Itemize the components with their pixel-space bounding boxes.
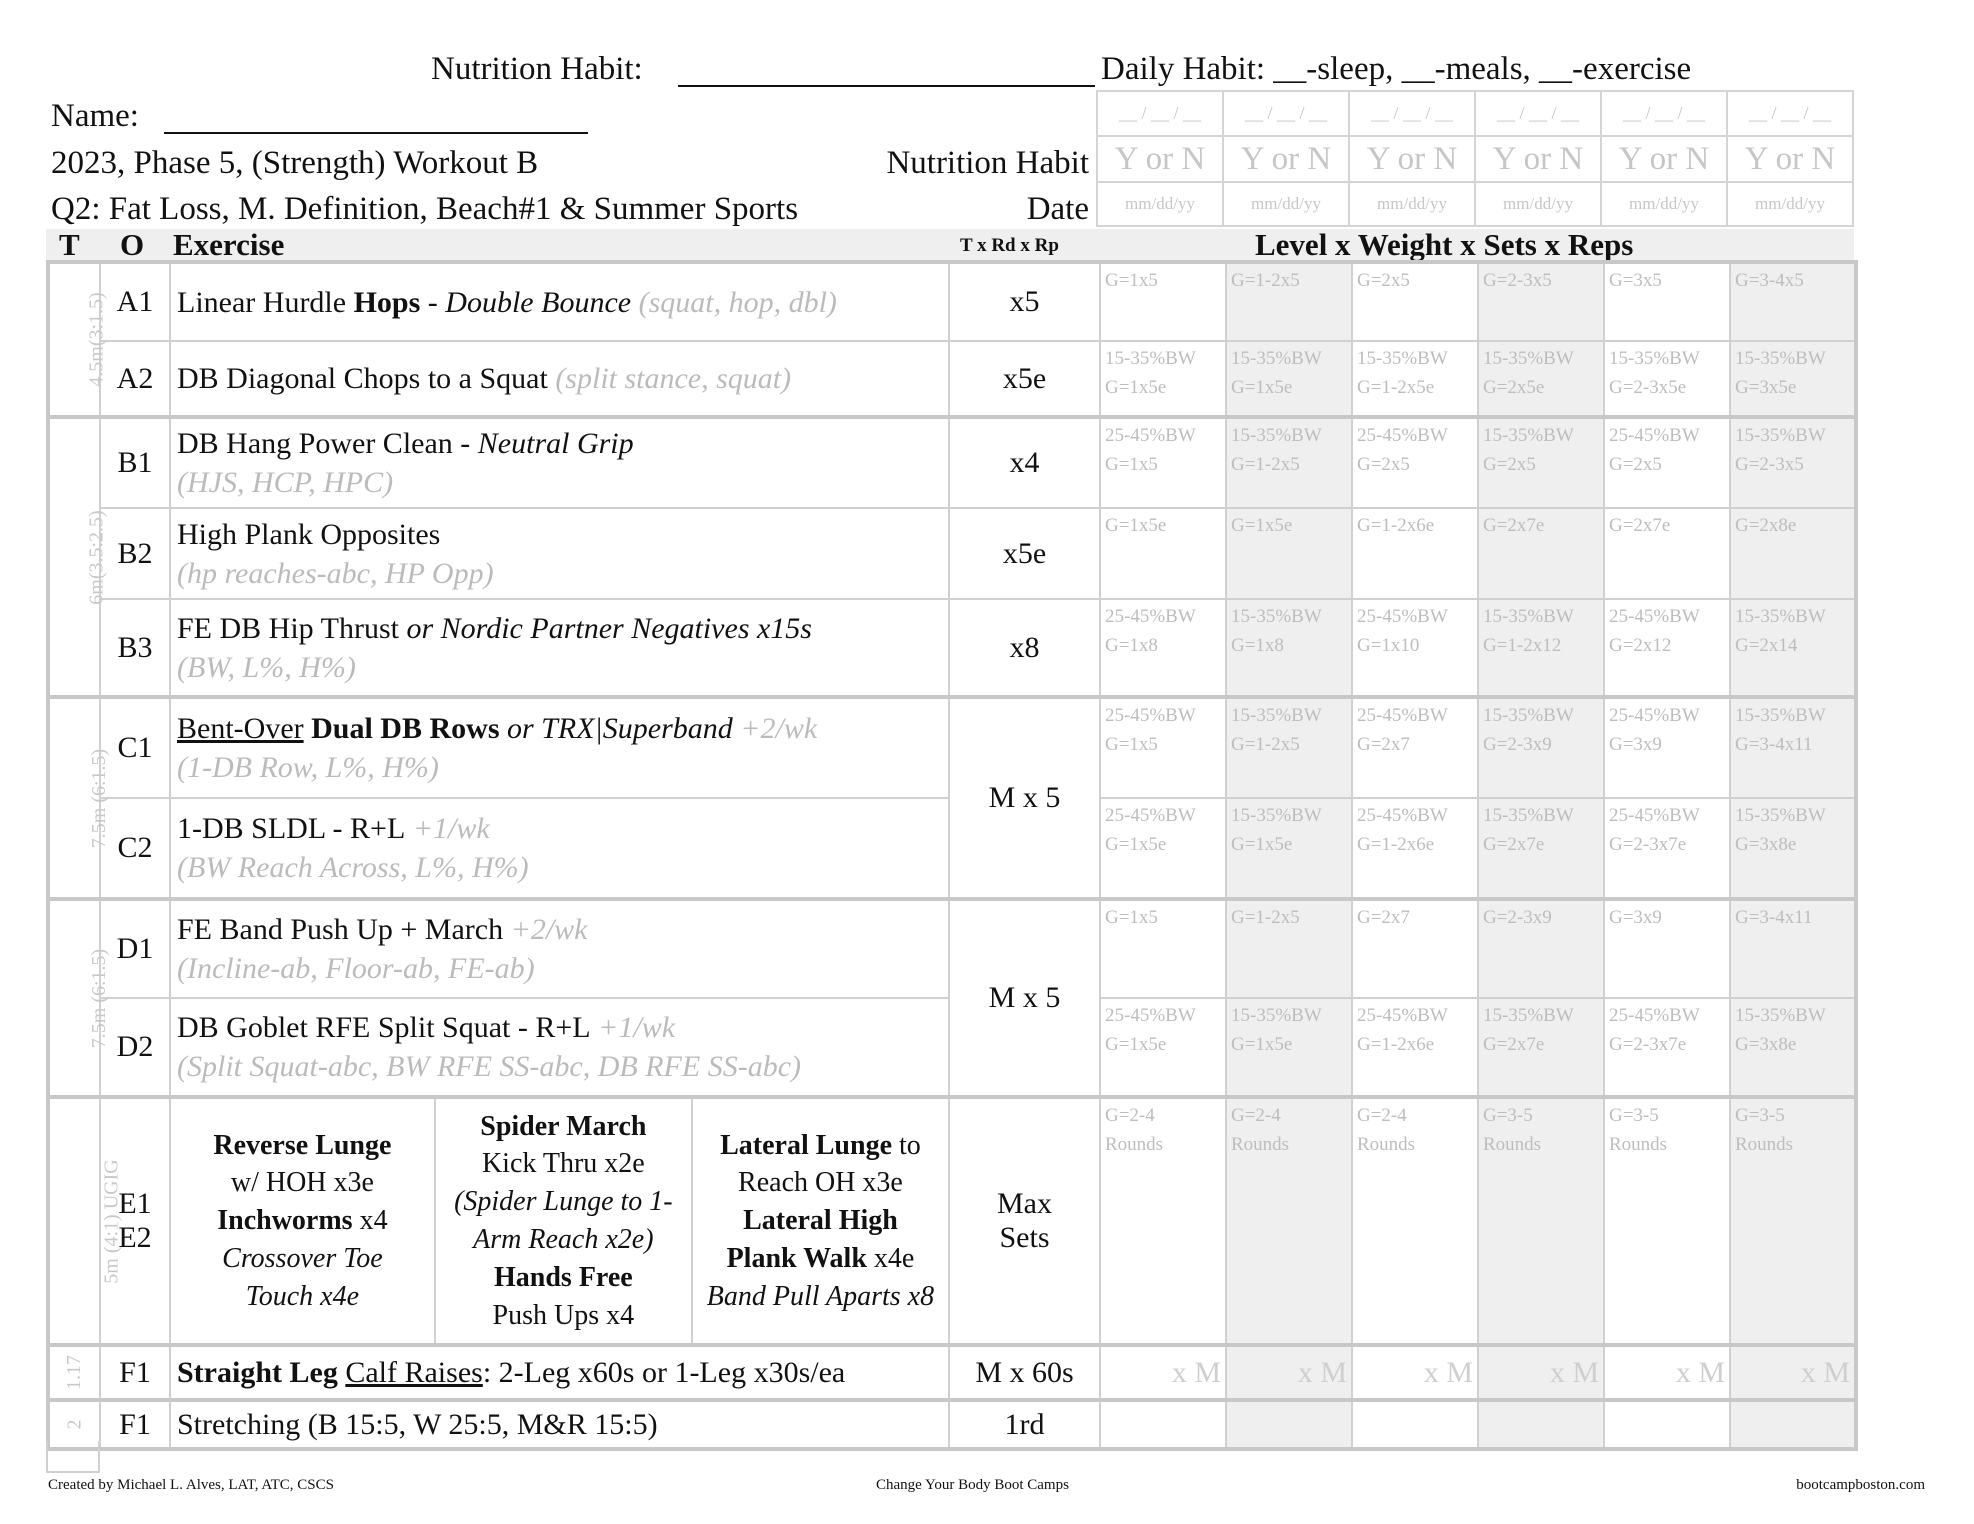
blank-cell[interactable]: __ / __ / __ <box>1475 91 1601 136</box>
level-cell[interactable]: G=2-3x5 <box>1478 262 1604 341</box>
col-t: T <box>59 227 80 262</box>
level-cell[interactable]: G=3x9 <box>1604 899 1730 998</box>
level-cell[interactable] <box>1604 1400 1730 1449</box>
code-c1: C1 <box>100 697 170 798</box>
group-d-time: 7.5m (6:1.5) <box>48 899 100 1097</box>
level-cell[interactable]: G=3-5 Rounds <box>1478 1097 1604 1345</box>
txrd-a2: x5e <box>949 341 1100 417</box>
trailing-cell <box>46 1441 100 1473</box>
exercise-d1: FE Band Push Up + March +2/wk (Incline-ab, Floor-ab, FE-ab) <box>170 899 949 998</box>
level-cell[interactable]: 25-45%BW G=2-3x7e <box>1604 998 1730 1097</box>
nutrition-yn[interactable]: Y or N <box>1349 136 1475 182</box>
row-a1 <box>48 262 1856 341</box>
group-f2-time: 2 <box>48 1400 100 1449</box>
row-d1 <box>48 899 1856 998</box>
nutrition-yn[interactable]: Y or N <box>1097 136 1223 182</box>
level-cell[interactable]: G=1x5 <box>1100 262 1226 341</box>
txrd-d: M x 5 <box>949 899 1100 1097</box>
blank-cell[interactable]: __ / __ / __ <box>1601 91 1727 136</box>
nutrition-yn[interactable]: Y or N <box>1727 136 1853 182</box>
level-cell[interactable]: 15-35%BW G=1x5e <box>1100 341 1226 417</box>
code-f2: F1 <box>100 1400 170 1449</box>
row-a2 <box>48 341 1856 417</box>
daily-habit: Daily Habit: __-sleep, __-meals, __-exercise <box>1101 51 1692 87</box>
date-cell[interactable]: mm/dd/yy <box>1475 182 1601 226</box>
exercise-e-circuit <box>170 1097 949 1345</box>
column-header-bar <box>46 229 1854 260</box>
code-e: E1 E2 <box>100 1097 170 1345</box>
level-cell[interactable]: 25-45%BW G=2x5 <box>1352 417 1478 508</box>
code-d1: D1 <box>100 899 170 998</box>
date-row-label: Date <box>1026 191 1089 227</box>
txrd-f1: M x 60s <box>949 1345 1100 1400</box>
footer-brand: Change Your Body Boot Camps <box>876 1477 1069 1493</box>
level-cell[interactable] <box>1478 1400 1604 1449</box>
level-cell[interactable]: x M <box>1226 1345 1352 1400</box>
group-e-time: 5m (4:1) UGIG <box>48 1097 100 1345</box>
exercise-c1: Bent-Over Dual DB Rows or TRX|Superband +2/wk (1-DB Row, L%, H%) <box>170 697 949 798</box>
level-cell[interactable]: G=2x5 <box>1352 262 1478 341</box>
level-cell[interactable]: x M <box>1604 1345 1730 1400</box>
code-b3: B3 <box>100 599 170 697</box>
txrd-a1: x5 <box>949 262 1100 341</box>
level-cell[interactable]: 15-35%BW G=1x5e <box>1226 341 1352 417</box>
exercise-b3: FE DB Hip Thrust or Nordic Partner Negatives x15s (BW, L%, H%) <box>170 599 949 697</box>
level-cell[interactable]: G=3-4x11 <box>1730 899 1856 998</box>
level-cell[interactable]: 25-45%BW G=2x7 <box>1352 697 1478 798</box>
level-cell[interactable]: 15-35%BW G=1-2x5e <box>1352 341 1478 417</box>
level-cell[interactable]: G=2x7e <box>1604 508 1730 599</box>
group-b-time: 6m(3.5:2.5) <box>48 417 100 697</box>
nutrition-yn[interactable]: Y or N <box>1475 136 1601 182</box>
level-cell[interactable]: 25-45%BW G=3x9 <box>1604 697 1730 798</box>
code-c2: C2 <box>100 798 170 899</box>
level-cell[interactable]: 15-35%BW G=1-2x5 <box>1226 697 1352 798</box>
level-cell[interactable]: G=2-4 Rounds <box>1352 1097 1478 1345</box>
level-cell[interactable]: 25-45%BW G=1x5 <box>1100 697 1226 798</box>
level-cell[interactable]: G=2-4 Rounds <box>1100 1097 1226 1345</box>
col-txrd: T x Rd x Rp <box>960 235 1059 256</box>
group-a-time: 4.5m(3:1.5) <box>48 262 100 417</box>
name-label: Name: <box>51 98 139 134</box>
circuit-col-2: Spider March Kick Thru x2e (Spider Lunge to 1- Arm Reach x2e) Hands Free Push Ups x4 <box>435 1099 692 1343</box>
nutrition-yn[interactable]: Y or N <box>1223 136 1349 182</box>
exercise-grid <box>46 260 1858 1451</box>
level-cell[interactable]: x M <box>1478 1345 1604 1400</box>
txrd-e: Max Sets <box>949 1097 1100 1345</box>
level-cell[interactable]: G=1-2x5 <box>1226 899 1352 998</box>
col-o: O <box>120 227 145 262</box>
row-e <box>48 1097 1856 1345</box>
level-cell[interactable]: G=1-2x5 <box>1226 262 1352 341</box>
exercise-c2: 1-DB SLDL - R+L +1/wk (BW Reach Across, L%, H%) <box>170 798 949 899</box>
col-level: Level x Weight x Sets x Reps <box>1255 227 1634 262</box>
level-cell[interactable]: 15-35%BW G=3-4x11 <box>1730 697 1856 798</box>
row-f2 <box>48 1400 1856 1449</box>
txrd-b2: x5e <box>949 508 1100 599</box>
row-b1 <box>48 417 1856 508</box>
level-cell[interactable]: 25-45%BW G=2-3x7e <box>1604 798 1730 899</box>
date-cell[interactable]: mm/dd/yy <box>1097 182 1223 226</box>
level-cell[interactable]: 15-35%BW G=2-3x9 <box>1478 697 1604 798</box>
exercise-b2: High Plank Opposites (hp reaches-abc, HP Opp) <box>170 508 949 599</box>
exercise-f1: Straight Leg Calf Raises: 2-Leg x60s or 1-Leg x30s/ea <box>170 1345 949 1400</box>
code-a1: A1 <box>100 262 170 341</box>
level-cell[interactable]: 15-35%BW G=3x8e <box>1730 798 1856 899</box>
date-cell[interactable]: mm/dd/yy <box>1223 182 1349 226</box>
blank-cell[interactable]: __ / __ / __ <box>1097 91 1223 136</box>
code-a2: A2 <box>100 341 170 417</box>
level-cell[interactable]: 25-45%BW G=1x10 <box>1352 599 1478 697</box>
level-cell[interactable]: 25-45%BW G=1x5e <box>1100 798 1226 899</box>
level-cell[interactable]: 15-35%BW G=1-2x5 <box>1226 417 1352 508</box>
quarter-goals: Q2: Fat Loss, M. Definition, Beach#1 & Summer Sports <box>51 191 799 227</box>
level-cell[interactable]: 15-35%BW G=2x5e <box>1478 341 1604 417</box>
level-cell[interactable] <box>1730 1400 1856 1449</box>
nutrition-row-label: Nutrition Habit <box>886 145 1089 181</box>
level-cell[interactable]: 15-35%BW G=2-3x5 <box>1730 417 1856 508</box>
blank-cell[interactable]: __ / __ / __ <box>1349 91 1475 136</box>
level-cell[interactable]: G=2x7 <box>1352 899 1478 998</box>
exercise-b1: DB Hang Power Clean - Neutral Grip (HJS, HCP, HPC) <box>170 417 949 508</box>
footer-website[interactable]: bootcampboston.com <box>1796 1477 1925 1493</box>
level-cell[interactable]: 25-45%BW G=1x8 <box>1100 599 1226 697</box>
level-cell[interactable]: G=3x5 <box>1604 262 1730 341</box>
level-cell[interactable]: 15-35%BW G=3x8e <box>1730 998 1856 1097</box>
level-cell[interactable]: 25-45%BW G=1x5e <box>1100 998 1226 1097</box>
txrd-b3: x8 <box>949 599 1100 697</box>
level-cell[interactable]: 25-45%BW G=1-2x6e <box>1352 798 1478 899</box>
code-b2: B2 <box>100 508 170 599</box>
level-cell[interactable]: 15-35%BW G=2x5 <box>1478 417 1604 508</box>
date-cell[interactable]: mm/dd/yy <box>1601 182 1727 226</box>
level-cell[interactable]: 15-35%BW G=2x14 <box>1730 599 1856 697</box>
txrd-b1: x4 <box>949 417 1100 508</box>
nutrition-yn[interactable]: Y or N <box>1601 136 1727 182</box>
level-cell[interactable]: G=3-5 Rounds <box>1730 1097 1856 1345</box>
level-cell[interactable]: G=1x5e <box>1100 508 1226 599</box>
level-cell[interactable]: G=2x7e <box>1478 508 1604 599</box>
weekly-tracking-table <box>1096 90 1854 227</box>
level-cell[interactable]: 15-35%BW G=1-2x12 <box>1478 599 1604 697</box>
level-cell[interactable]: 15-35%BW G=1x8 <box>1226 599 1352 697</box>
level-cell[interactable]: G=2-4 Rounds <box>1226 1097 1352 1345</box>
exercise-d2: DB Goblet RFE Split Squat - R+L +1/wk (Split Squat-abc, BW RFE SS-abc, DB RFE SS-abc) <box>170 998 949 1097</box>
level-cell[interactable]: 15-35%BW G=2x7e <box>1478 798 1604 899</box>
level-cell[interactable]: G=2x8e <box>1730 508 1856 599</box>
level-cell[interactable]: G=1-2x6e <box>1352 508 1478 599</box>
date-cell[interactable]: mm/dd/yy <box>1349 182 1475 226</box>
nutrition-habit-field[interactable] <box>678 59 1095 87</box>
row-b2 <box>48 508 1856 599</box>
code-d2: D2 <box>100 998 170 1097</box>
txrd-f2: 1rd <box>949 1400 1100 1449</box>
code-b1: B1 <box>100 417 170 508</box>
level-cell[interactable] <box>1100 1400 1226 1449</box>
col-exercise: Exercise <box>173 227 285 262</box>
footer-credit: Created by Michael L. Alves, LAT, ATC, CSCS <box>48 1477 334 1493</box>
blank-cell[interactable]: __ / __ / __ <box>1223 91 1349 136</box>
level-cell[interactable]: G=3-4x5 <box>1730 262 1856 341</box>
row-c1 <box>48 697 1856 798</box>
exercise-a1: Linear Hurdle Hops - Double Bounce (squat, hop, dbl) <box>170 262 949 341</box>
circuit-col-3: Lateral Lunge to Reach OH x3e Lateral High Plank Walk x4e Band Pull Aparts x8 <box>706 1129 935 1312</box>
level-cell[interactable] <box>1226 1400 1352 1449</box>
row-f1 <box>48 1345 1856 1400</box>
level-cell[interactable]: 25-45%BW G=1x5 <box>1100 417 1226 508</box>
blank-cell[interactable]: __ / __ / __ <box>1727 91 1853 136</box>
exercise-a2: DB Diagonal Chops to a Squat (split stance, squat) <box>170 341 949 417</box>
level-cell[interactable]: 25-45%BW G=2x12 <box>1604 599 1730 697</box>
level-cell[interactable]: 15-35%BW G=1x5e <box>1226 798 1352 899</box>
level-cell[interactable]: x M <box>1100 1345 1226 1400</box>
level-cell[interactable]: 15-35%BW G=2x7e <box>1478 998 1604 1097</box>
group-c-time: 7.5m (6:1.5) <box>48 697 100 899</box>
group-f1-time: 1.17 <box>48 1345 100 1400</box>
level-cell[interactable] <box>1352 1400 1478 1449</box>
code-f1: F1 <box>100 1345 170 1400</box>
txrd-c: M x 5 <box>949 697 1100 899</box>
workout-title: 2023, Phase 5, (Strength) Workout B <box>51 145 539 181</box>
name-field[interactable] <box>164 106 588 134</box>
row-b3 <box>48 599 1856 697</box>
nutrition-habit-label: Nutrition Habit: <box>431 51 643 87</box>
date-cell[interactable]: mm/dd/yy <box>1727 182 1853 226</box>
exercise-f2: Stretching (B 15:5, W 25:5, M&R 15:5) <box>170 1400 949 1449</box>
level-cell[interactable]: G=3-5 Rounds <box>1604 1097 1730 1345</box>
circuit-col-1: Reverse Lunge w/ HOH x3e Inchworms x4 Crossover Toe Touch x4e <box>171 1099 435 1343</box>
level-cell[interactable]: 15-35%BW G=3x5e <box>1730 341 1856 417</box>
level-cell[interactable]: 25-45%BW G=1-2x6e <box>1352 998 1478 1097</box>
level-cell[interactable]: 15-35%BW G=1x5e <box>1226 998 1352 1097</box>
level-cell[interactable]: 15-35%BW G=2-3x5e <box>1604 341 1730 417</box>
level-cell[interactable]: G=2-3x9 <box>1478 899 1604 998</box>
level-cell[interactable]: x M <box>1730 1345 1856 1400</box>
level-cell[interactable]: G=1x5 <box>1100 899 1226 998</box>
level-cell[interactable]: 25-45%BW G=2x5 <box>1604 417 1730 508</box>
level-cell[interactable]: x M <box>1352 1345 1478 1400</box>
level-cell[interactable]: G=1x5e <box>1226 508 1352 599</box>
